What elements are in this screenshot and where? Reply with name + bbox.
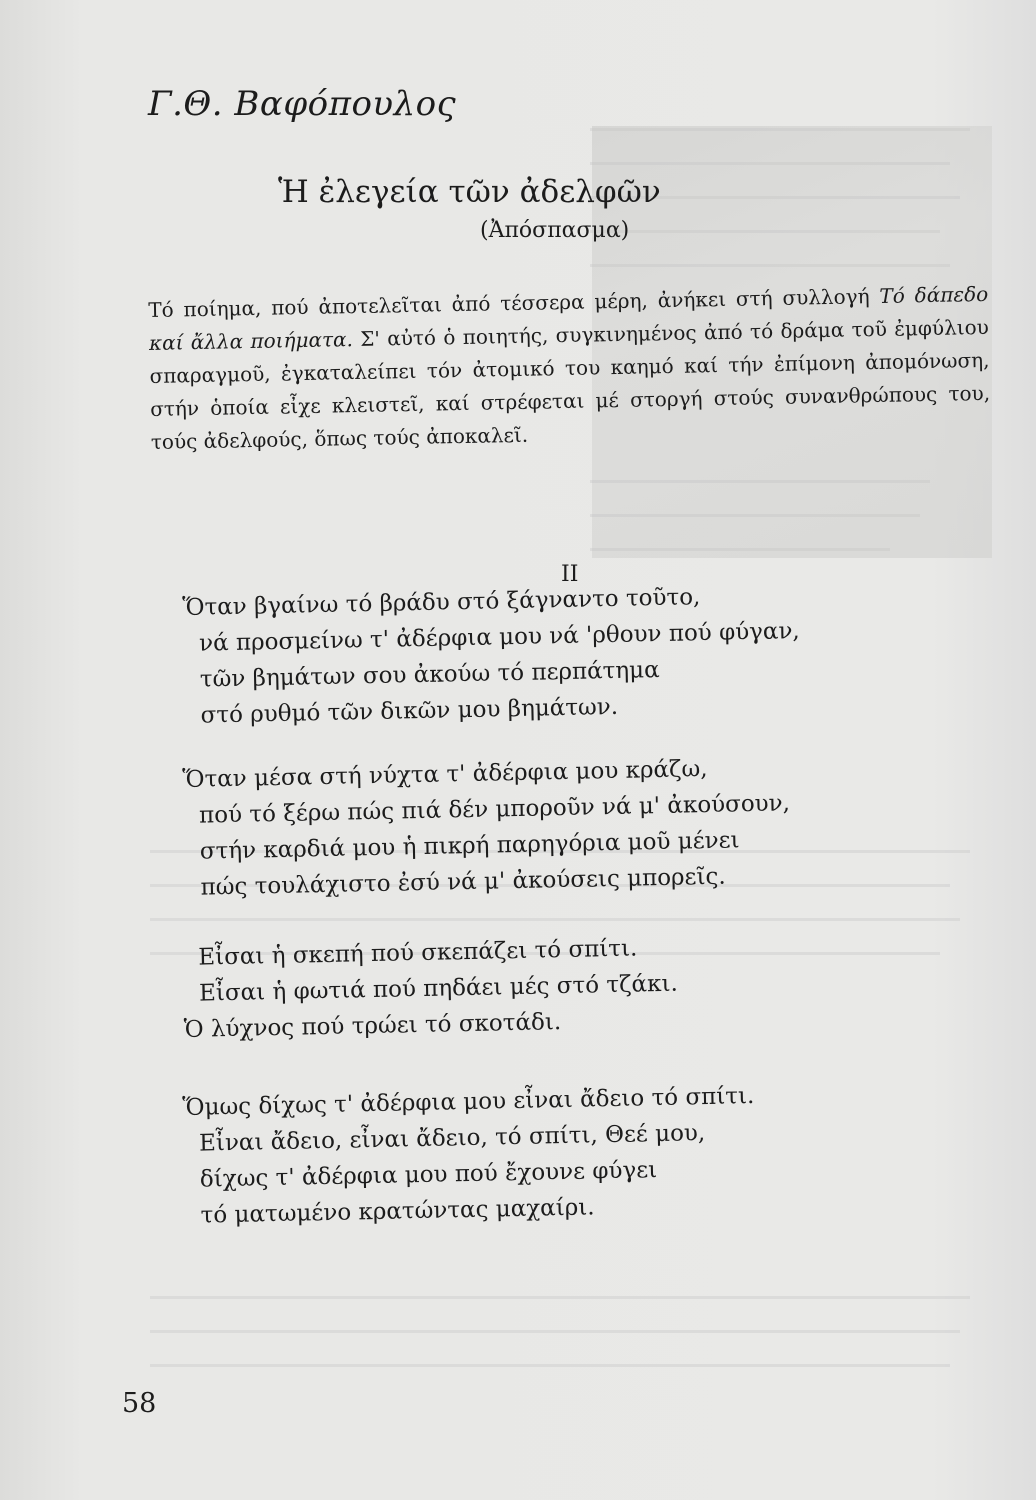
stanza-4 <box>182 1078 757 1234</box>
verse-line: νά προσμείνω τ' ἀδέρφια μου νά 'ρθουν πού φύγαν, <box>198 618 800 657</box>
verse-line: δίχως τ' ἀδέρφια μου πού ἔχουνε φύγει <box>199 1157 658 1193</box>
verse-line: Ὅταν μέσα στή νύχτα τ' ἀδέρφια μου κράζω, <box>182 755 708 793</box>
verse-line: Εἶσαι ἡ σκεπή πού σκεπάζει τό σπίτι. <box>198 935 638 971</box>
verse-line: Ὅμως δίχως τ' ἀδέρφια μου εἶναι ἄδειο τό σπίτι. <box>182 1083 755 1121</box>
intro-text-start: Τό ποίημα, πού ἀποτελεῖται ἀπό τέσσερα μέρη, ἀνήκει στή συλλογή <box>148 283 880 322</box>
collection-title: Τό δάπεδο καί ἄλλα ποιήματα. <box>148 281 989 355</box>
verse-line: τό ματωμένο κρατώντας μαχαίρι. <box>200 1194 595 1229</box>
poem-subtitle: (Ἀπόσπασμα) <box>480 218 630 243</box>
verse-line: Ὁ λύχνος πού τρώει τό σκοτάδι. <box>183 1009 562 1043</box>
stanza-2 <box>182 749 792 906</box>
stanza-1 <box>182 577 802 734</box>
verse-line: Ὅταν βγαίνω τό βράδυ στό ξάγναντο τοῦτο, <box>182 584 701 621</box>
intro-text-end: Σ' αὐτό ὁ ποιητής, συγκινημένος ἀπό τό δράμα τοῦ ἐμφύλιου σπαραγμοῦ, ἐγκαταλείπει τόν ἀτομικό του καημό καί τήν ἐπίμονη ἀπομόνωση, στήν ὁποία εἶχε κλειστεῖ, καί στρέφεται μέ στοργή στούς συνανθρώπους του, τούς ἀδελφούς, ὅπως τούς ἀποκαλεῖ. <box>149 314 991 454</box>
verse-line: πώς τουλάχιστο ἐσύ νά μ' ἀκούσεις μπορεῖς. <box>200 863 726 901</box>
verse-line: πού τό ξέρω πώς πιά δέν μποροῦν νά μ' ἀκούσουν, <box>198 790 791 829</box>
poem-title: Ἡ ἐλεγεία τῶν ἀδελφῶν <box>278 174 661 210</box>
intro-paragraph <box>148 278 991 459</box>
section-number: II <box>561 562 579 587</box>
verse-line: Εἶσαι ἡ φωτιά πού πηδάει μές στό τζάκι. <box>198 970 679 1007</box>
verse-line: τῶν βημάτων σου ἀκούω τό περπάτημα <box>199 657 660 693</box>
verse-line: Εἶναι ἄδειο, εἶναι ἄδειο, τό σπίτι, Θεέ μου, <box>198 1120 706 1157</box>
verse-line: στό ρυθμό τῶν δικῶν μου βημάτων. <box>200 693 619 729</box>
stanza-3 <box>182 930 679 1048</box>
page-number: 58 <box>122 1388 157 1419</box>
verse-line: στήν καρδιά μου ἡ πικρή παρηγόρια μοῦ μένει <box>199 827 740 865</box>
author-name: Γ.Θ. Βαφόπουλος <box>148 84 457 124</box>
